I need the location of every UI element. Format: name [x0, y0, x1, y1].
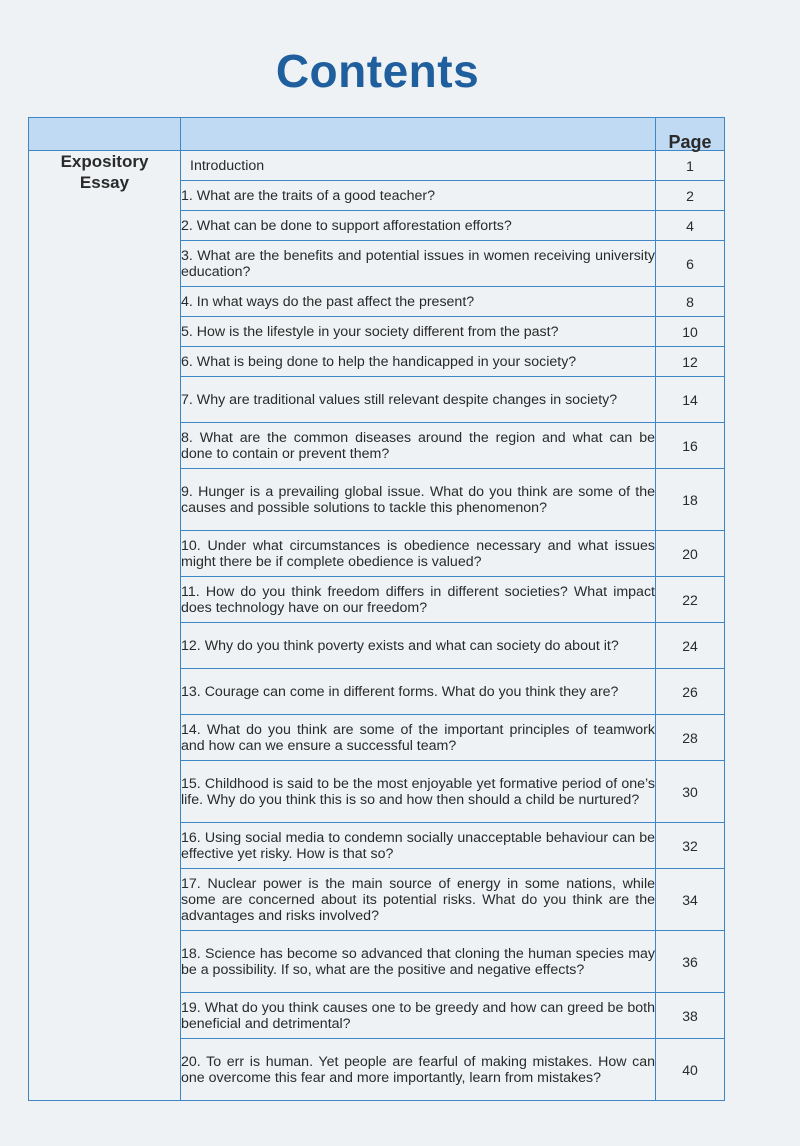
page-number: 26: [656, 669, 725, 715]
contents-table: [28, 117, 725, 1101]
topic-cell: [181, 241, 656, 287]
topic-number: 12.: [181, 637, 201, 654]
topic-cell: [181, 423, 656, 469]
topic-cell: [181, 669, 656, 715]
topic-text: In what ways do the past affect the present?: [196, 293, 475, 310]
topic-text: How is the lifestyle in your society different from the past?: [196, 323, 559, 340]
topic-number: 1.: [181, 187, 193, 204]
page-number: 40: [656, 1039, 725, 1101]
topic-number: 9.: [181, 483, 193, 500]
topic-cell: [181, 469, 656, 531]
page-number: 38: [656, 993, 725, 1039]
topic-number: 17.: [181, 875, 201, 892]
page-column-header: Page: [656, 118, 725, 151]
page-number: 18: [656, 469, 725, 531]
topic-text: Why do you think poverty exists and what can society do about it?: [204, 637, 619, 654]
page-title: Contents: [275, 45, 480, 97]
topic-cell: [181, 377, 656, 423]
page-number: 4: [656, 211, 725, 241]
contents-body: [29, 151, 725, 1101]
topic-cell: [181, 531, 656, 577]
topic-number: 19.: [181, 999, 201, 1016]
topic-number: 2.: [181, 217, 193, 234]
header-blank-cell: [29, 118, 181, 151]
section-label-line2: Essay: [79, 173, 130, 192]
page-number: 2: [656, 181, 725, 211]
page-number: 22: [656, 577, 725, 623]
topic-text: Courage can come in different forms. What do you think they are?: [204, 683, 619, 700]
topic-cell: [181, 577, 656, 623]
page-number: 32: [656, 823, 725, 869]
topic-text: Nuclear power is the main source of energy in some nations, while some are concerned about its potential risks. What do you think are the advantages and risks involved?: [181, 875, 655, 924]
topic-text: What is being done to help the handicapped in your society?: [196, 353, 577, 370]
topic-cell: [181, 347, 656, 377]
topic-text: What are the benefits and potential issues in women receiving university education?: [181, 247, 655, 280]
topic-cell: [181, 317, 656, 347]
topic-text: Childhood is said to be the most enjoyable yet formative period of one’s life. Why do you think this is so and how then should a child be nurtured?: [181, 775, 655, 808]
topic-cell: [181, 931, 656, 993]
topic-number: 11.: [181, 583, 200, 600]
page-number: 8: [656, 287, 725, 317]
topic-cell: [181, 151, 656, 181]
topic-text: Hunger is a prevailing global issue. What do you think are some of the causes and possible solutions to tackle this phenomenon?: [181, 483, 655, 516]
topic-number: 20.: [181, 1053, 201, 1070]
topic-number: 8.: [181, 429, 193, 446]
section-label-cell: [29, 151, 181, 1101]
topic-text: Under what circumstances is obedience necessary and what issues might there be if complete obedience is valued?: [181, 537, 655, 570]
page-number: 24: [656, 623, 725, 669]
page-number: 36: [656, 931, 725, 993]
page-number: 16: [656, 423, 725, 469]
topic-text: What can be done to support afforestation efforts?: [196, 217, 512, 234]
page-number: 34: [656, 869, 725, 931]
topic-text: What are the common diseases around the region and what can be done to contain or prevent them?: [181, 429, 655, 462]
page-number: 10: [656, 317, 725, 347]
topic-text: To err is human. Yet people are fearful of making mistakes. How can one overcome this fear and more importantly, learn from mistakes?: [181, 1053, 655, 1086]
topic-number: 10.: [181, 537, 201, 554]
topic-number: 7.: [181, 391, 193, 408]
topic-cell: [181, 715, 656, 761]
page-number: 30: [656, 761, 725, 823]
page-number: 1: [656, 151, 725, 181]
topic-cell: [181, 869, 656, 931]
topic-number: 6.: [181, 353, 193, 370]
page-number: 12: [656, 347, 725, 377]
topic-cell: [181, 761, 656, 823]
topic-cell: [181, 1039, 656, 1101]
section-label-line1: Expository: [60, 152, 149, 171]
topic-number: 16.: [181, 829, 201, 846]
topic-number: 4.: [181, 293, 193, 310]
topic-text: What are the traits of a good teacher?: [196, 187, 435, 204]
topic-cell: [181, 211, 656, 241]
topic-number: 14.: [181, 721, 201, 738]
topic-number: 13.: [181, 683, 201, 700]
topic-text: Science has become so advanced that cloning the human species may be a possibility. If so, what are the positive and negative effects?: [181, 945, 655, 978]
topic-cell: [181, 181, 656, 211]
header-blank-cell: [181, 118, 656, 151]
table-row-introduction: [29, 151, 725, 181]
topic-cell: [181, 823, 656, 869]
table-header-row: [29, 118, 725, 151]
topic-text: Introduction: [190, 157, 265, 174]
topic-number: 15.: [181, 775, 201, 792]
topic-text: How do you think freedom differs in different societies? What impact does technology have on our freedom?: [181, 583, 655, 616]
topic-text: Why are traditional values still relevant despite changes in society?: [196, 391, 618, 408]
page-number: 28: [656, 715, 725, 761]
page-number: 6: [656, 241, 725, 287]
topic-number: 18.: [181, 945, 201, 962]
topic-cell: [181, 623, 656, 669]
page-number: 20: [656, 531, 725, 577]
topic-text: What do you think causes one to be greedy and how can greed be both beneficial and detrimental?: [181, 999, 655, 1032]
topic-number: 3.: [181, 247, 193, 264]
topic-text: What do you think are some of the important principles of teamwork and how can we ensure a successful team?: [181, 721, 655, 754]
topic-text: Using social media to condemn socially unacceptable behaviour can be effective yet risky. How is that so?: [181, 829, 655, 862]
topic-number: 5.: [181, 323, 193, 340]
topic-cell: [181, 287, 656, 317]
page-number: 14: [656, 377, 725, 423]
topic-cell: [181, 993, 656, 1039]
